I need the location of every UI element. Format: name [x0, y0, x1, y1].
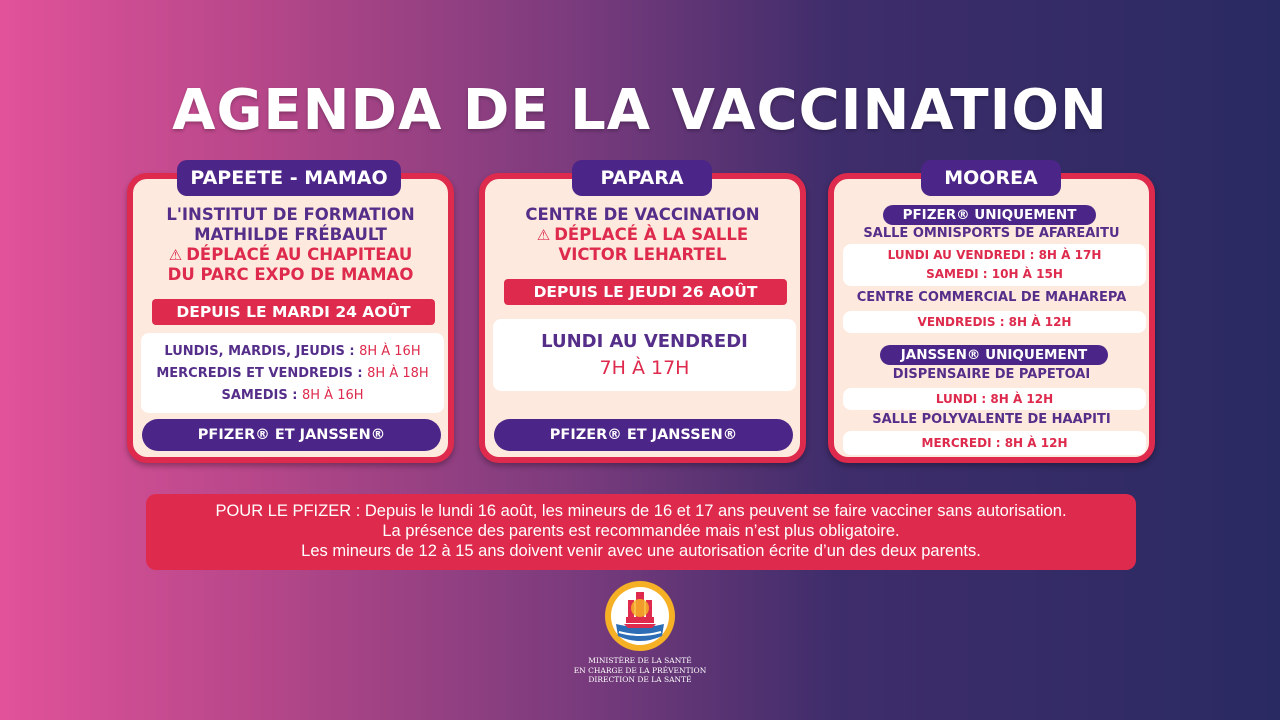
- hours-day: LUNDIS, MARDIS, JEUDIS :: [164, 344, 355, 359]
- papara-line1: CENTRE DE VACCINATION: [525, 205, 760, 224]
- card-papara: [479, 173, 806, 463]
- card-moorea: [828, 173, 1155, 463]
- papeete-since-banner: DEPUIS LE MARDI 24 AOÛT: [152, 299, 435, 325]
- moorea-site3-hours-box: [843, 388, 1146, 410]
- papara-days: LUNDI AU VENDREDI: [541, 331, 748, 352]
- tab-papara: PAPARA: [572, 160, 712, 196]
- papeete-hours-row: [141, 341, 444, 363]
- footer-line3: DIRECTION DE LA SANTÉ: [588, 675, 692, 684]
- ministry-caption: [540, 656, 740, 685]
- tab-moorea: MOOREA: [921, 160, 1061, 196]
- footer-line2: EN CHARGE DE LA PRÉVENTION: [573, 665, 707, 675]
- papeete-hours-row: [141, 363, 444, 385]
- moorea-site1: SALLE OMNISPORTS DE AFAREAITU: [863, 226, 1120, 241]
- hours-day: SAMEDIS :: [221, 388, 298, 403]
- moorea-site1-hours2: SAMEDI : 10H À 15H: [926, 267, 1063, 281]
- papara-time: 7H À 17H: [599, 357, 690, 379]
- hours-time: 8H À 18H: [367, 366, 429, 381]
- papeete-hours-box: [141, 333, 444, 413]
- warning-icon: ⚠: [536, 226, 551, 244]
- hours-day: MERCREDIS ET VENDREDIS :: [156, 366, 363, 381]
- hours-time: 8H À 16H: [301, 388, 364, 403]
- moorea-site2-hours: VENDREDIS : 8H À 12H: [917, 315, 1072, 329]
- pfizer-minors-note: [146, 494, 1136, 570]
- moorea-site4: SALLE POLYVALENTE DE HAAPITI: [872, 412, 1111, 427]
- moorea-site1-hours1: LUNDI AU VENDREDI : 8H À 17H: [887, 248, 1102, 262]
- page-title: AGENDA DE LA VACCINATION: [172, 78, 1108, 143]
- polynesia-emblem-icon: [604, 580, 676, 652]
- note-line3: Les mineurs de 12 à 15 ans doivent venir avec une autorisation écrite d’un des deux parents.: [301, 542, 981, 560]
- moorea-site1-hours-box: [843, 244, 1146, 286]
- moorea-site3-hours: LUNDI : 8H À 12H: [935, 392, 1054, 406]
- note-line2: La présence des parents est recommandée mais n’est plus obligatoire.: [382, 522, 900, 540]
- moorea-site3: DISPENSAIRE DE PAPETOAI: [892, 367, 1091, 382]
- papara-vaccines-pill: PFIZER® ET JANSSEN®: [494, 419, 793, 451]
- moorea-janssen-pill: JANSSEN® UNIQUEMENT: [880, 345, 1108, 365]
- papeete-line1: L'INSTITUT DE FORMATION: [166, 205, 415, 224]
- papeete-line3-wrap: [133, 245, 448, 265]
- moorea-site2: CENTRE COMMERCIAL DE MAHAREPA: [856, 290, 1127, 305]
- tab-papeete: PAPEETE - MAMAO: [177, 160, 401, 196]
- papara-line2: DÉPLACÉ À LA SALLE: [554, 225, 749, 244]
- moorea-site2-hours-box: [843, 311, 1146, 333]
- footer-line1: MINISTÈRE DE LA SANTÉ: [588, 656, 692, 665]
- papeete-line2: MATHILDE FRÉBAULT: [194, 225, 387, 244]
- papara-line3: VICTOR LEHARTEL: [558, 245, 727, 264]
- warning-icon: ⚠: [168, 246, 183, 264]
- hours-time: 8H À 16H: [359, 344, 421, 359]
- card-papeete: [127, 173, 454, 463]
- papara-line2-wrap: [485, 225, 800, 245]
- papeete-line4: DU PARC EXPO DE MAMAO: [167, 265, 414, 284]
- moorea-site4-hours: MERCREDI : 8H À 12H: [921, 436, 1068, 450]
- papara-since-banner: DEPUIS LE JEUDI 26 AOÛT: [504, 279, 787, 305]
- moorea-pfizer-pill: PFIZER® UNIQUEMENT: [883, 205, 1096, 225]
- papara-hours-box: [493, 319, 796, 391]
- papeete-hours-row: [141, 385, 444, 407]
- papeete-vaccines-pill: PFIZER® ET JANSSEN®: [142, 419, 441, 451]
- moorea-site4-hours-box: [843, 431, 1146, 455]
- note-line1: POUR LE PFIZER : Depuis le lundi 16 août, les mineurs de 16 et 17 ans peuvent se faire vacciner sans autorisation.: [215, 502, 1067, 520]
- papeete-line3: DÉPLACÉ AU CHAPITEAU: [186, 245, 413, 264]
